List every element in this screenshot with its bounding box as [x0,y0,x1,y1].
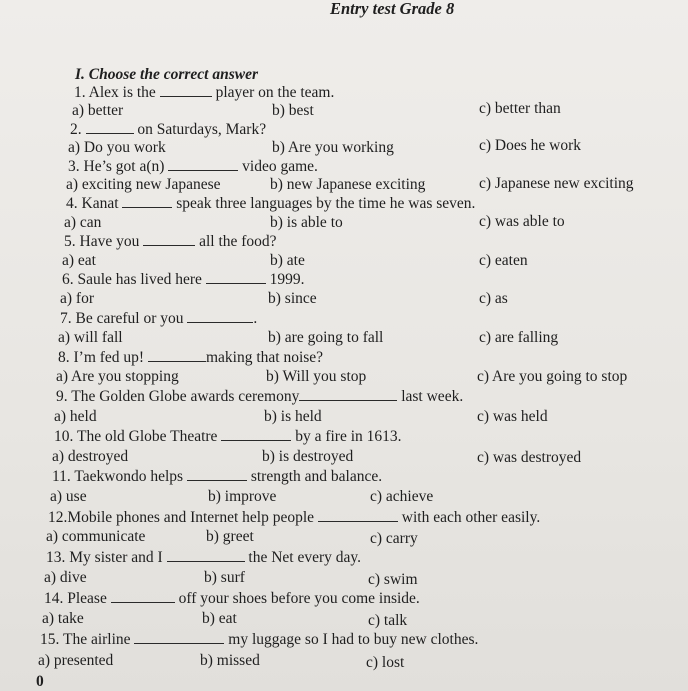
answer-blank [160,84,212,97]
question-3-option-b: b) new Japanese exciting [270,176,426,193]
question-2-option-a: a) Do you work [68,139,166,156]
question-5-option-b: b) ate [270,252,305,269]
question-5-option-a: a) eat [62,252,96,269]
question-13-option-c: c) swim [368,571,418,588]
question-14-option-c: c) talk [368,612,408,629]
question-13-stem: 13. My sister and I the Net every day. [46,549,362,566]
question-10-option-c: c) was destroyed [477,449,582,466]
question-13-option-a: a) dive [44,569,87,586]
question-7-stem: 7. Be careful or you . [60,310,258,327]
question-11-option-b: b) improve [208,488,277,505]
question-6-option-b: b) since [268,290,317,307]
answer-blank [86,121,134,134]
question-6-option-c: c) as [479,290,508,307]
question-12-option-b: b) greet [206,528,254,545]
question-15-option-a: a) presented [38,652,114,669]
question-8-stem: 8. I’m fed up! making that noise? [58,349,324,366]
section-heading: I. Choose the correct answer [75,66,258,83]
question-10-stem: 10. The old Globe Theatre by a fire in 1613. [54,428,402,445]
answer-blank [318,509,398,522]
answer-blank [206,271,266,284]
question-13-option-b: b) surf [204,569,245,586]
answer-blank [168,158,238,171]
question-5-option-c: c) eaten [479,252,528,269]
question-11-option-a: a) use [50,488,87,505]
question-9-option-b: b) is held [264,408,322,425]
question-12-stem: 12.Mobile phones and Internet help people with each other easily. [48,509,541,526]
question-2-option-c: c) Does he work [479,137,582,154]
question-1-option-a: a) better [72,102,124,119]
answer-blank [221,428,291,441]
question-12-option-a: a) communicate [46,528,146,545]
question-10-option-b: b) is destroyed [262,448,354,465]
question-8-option-a: a) Are you stopping [56,368,179,385]
question-4-option-c: c) was able to [479,213,565,230]
question-3-option-a: a) exciting new Japanese [66,176,221,193]
question-1-option-b: b) best [272,102,314,119]
question-9-option-a: a) held [54,408,97,425]
question-9-stem: 9. The Golden Globe awards ceremony last week. [56,388,464,405]
answer-blank [148,349,206,362]
question-12-option-c: c) carry [370,530,418,547]
question-8-option-b: b) Will you stop [266,368,367,385]
question-10-option-a: a) destroyed [52,448,129,465]
question-2-option-b: b) Are you working [272,139,394,156]
question-15-stem: 15. The airline my luggage so I had to buy new clothes. [40,631,479,648]
question-14-option-a: a) take [42,610,84,627]
answer-blank [299,388,397,401]
question-15-option-c: c) lost [366,654,405,671]
question-4-stem: 4. Kanat speak three languages by the time he was seven. [66,195,476,212]
question-6-stem: 6. Saule has lived here 1999. [62,271,305,288]
answer-blank [134,631,224,644]
question-4-option-a: a) can [64,214,102,231]
question-1-option-c: c) better than [479,100,561,117]
question-11-option-c: c) achieve [370,488,434,505]
answer-blank [122,195,172,208]
question-3-option-c: c) Japanese new exciting [479,175,634,192]
question-6-option-a: a) for [60,290,94,307]
question-8-option-c: c) Are you going to stop [477,368,628,385]
question-15-option-b: b) missed [200,652,260,669]
question-7-option-c: c) are falling [479,329,559,346]
answer-blank [111,590,175,603]
question-7-option-b: b) are going to fall [268,329,384,346]
question-9-option-c: c) was held [477,408,548,425]
question-11-stem: 11. Taekwondo helps strength and balance. [52,468,383,485]
question-14-option-b: b) eat [202,610,237,627]
answer-blank [143,233,195,246]
answer-blank [167,549,245,562]
question-1-stem: 1. Alex is the player on the team. [74,84,335,101]
question-2-stem: 2. on Saturdays, Mark? [70,121,267,138]
page-footer-mark: 0 [36,673,44,690]
question-4-option-b: b) is able to [270,214,343,231]
question-3-stem: 3. He’s got a(n) video game. [68,158,318,175]
answer-blank [187,310,253,323]
question-7-option-a: a) will fall [58,329,123,346]
page-title: Entry test Grade 8 [330,0,455,18]
question-5-stem: 5. Have you all the food? [64,233,277,250]
question-14-stem: 14. Please off your shoes before you come inside. [44,590,420,607]
answer-blank [187,468,247,481]
